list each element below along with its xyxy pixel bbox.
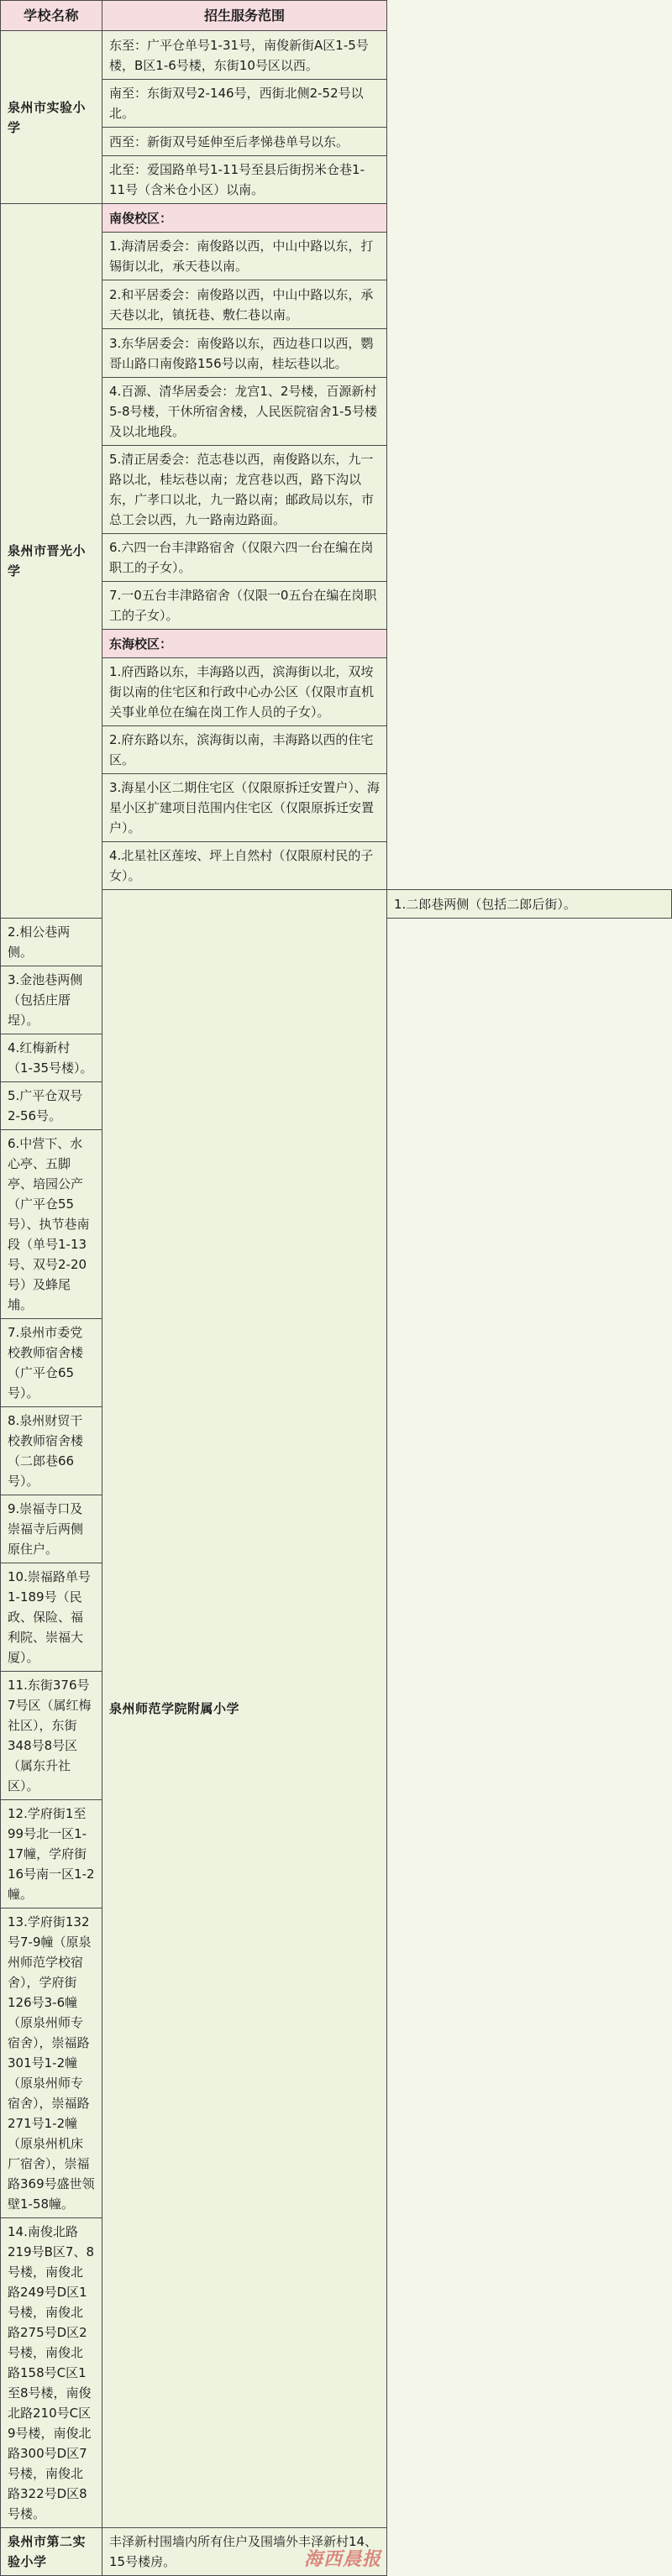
header-school-name: 学校名称 xyxy=(1,1,102,31)
table-row xyxy=(1,31,672,80)
scope-cell xyxy=(102,2528,387,2576)
scope-cell: 6.中营下、水心亭、五脚亭、培园公产（广平仓55号）、执节巷南段（单号1-13号、双号2-20号）及蜂尾埔。 xyxy=(1,1130,102,1319)
scope-cell: 5.广平仓双号2-56号。 xyxy=(1,1082,102,1130)
school-name-cell: 泉州市晋光小学 xyxy=(1,204,102,919)
scope-cell: 西至：新街双号延伸至后孝悌巷单号以东。 xyxy=(102,128,387,156)
scope-cell: 6.六四一台丰津路宿舍（仅限六四一台在编在岗职工的子女）。 xyxy=(102,534,387,582)
watermark-logo: 海西晨报 xyxy=(303,2549,381,2570)
school-name-cell: 泉州市实验小学 xyxy=(1,31,102,204)
scope-cell: 3.金池巷两侧（包括庄厝埕）。 xyxy=(1,966,102,1034)
campus-heading: 南俊校区： xyxy=(102,204,387,233)
scope-cell: 4.红梅新村（1-35号楼）。 xyxy=(1,1034,102,1082)
scope-text: 丰泽新村围墙内所有住户及围墙外丰泽新村14、15号楼房。 xyxy=(109,2534,378,2569)
scope-cell: 南至：东街双号2-146号，西街北侧2-52号以北。 xyxy=(102,80,387,128)
table-row xyxy=(1,204,672,233)
scope-cell: 10.崇福路单号1-189号（民政、保险、福利院、崇福大厦）。 xyxy=(1,1563,102,1672)
school-name-cell: 泉州市第二实验小学 xyxy=(1,2528,102,2576)
scope-cell: 7.泉州市委党校教师宿舍楼（广平仓65号）。 xyxy=(1,1319,102,1407)
scope-cell: 北至：爱国路单号1-11号至县后街拐米仓巷1-11号（含米仓小区）以南。 xyxy=(102,156,387,204)
scope-cell: 2.府东路以东，滨海街以南，丰海路以西的住宅区。 xyxy=(102,726,387,774)
scope-cell: 14.南俊北路219号B区7、8号楼，南俊北路249号D区1号楼，南俊北路275号D区2号楼，南俊北路158号C区1至8号楼，南俊北路210号C区9号楼，南俊北路300号D区7号楼，南俊北路322号D区8号楼。 xyxy=(1,2218,102,2528)
scope-cell: 13.学府街132号7-9幢（原泉州师范学校宿舍），学府街126号3-6幢（原泉州师专宿舍），崇福路301号1-2幢（原泉州师专宿舍），崇福路271号1-2幢（原泉州机床厂宿舍），崇福路369号盛世领壁1-58幢。 xyxy=(1,1908,102,2218)
scope-cell: 11.东街376号7号区（属红梅社区），东街348号8号区（属东升社区）。 xyxy=(1,1672,102,1800)
scope-cell: 3.海星小区二期住宅区（仅限原拆迁安置户）、海星小区扩建项目范围内住宅区（仅限原拆迁安置户）。 xyxy=(102,774,387,842)
school-name-cell: 泉州师范学院附属小学 xyxy=(102,890,387,2528)
scope-cell: 2.和平居委会：南俊路以西，中山中路以东，承天巷以北，镇抚巷、敷仁巷以南。 xyxy=(102,280,387,329)
scope-cell: 9.崇福寺口及崇福寺后两侧原住户。 xyxy=(1,1495,102,1563)
scope-cell: 1.二郎巷两侧（包括二郎后街）。 xyxy=(387,890,672,919)
scope-cell: 1.府西路以东，丰海路以西，滨海街以北，双垵街以南的住宅区和行政中心办公区（仅限市直机关事业单位在编在岗工作人员的子女）。 xyxy=(102,658,387,726)
scope-cell: 1.海清居委会：南俊路以西，中山中路以东，打锡街以北，承天巷以南。 xyxy=(102,233,387,280)
campus-heading: 东海校区： xyxy=(102,630,387,658)
scope-cell: 2.相公巷两侧。 xyxy=(1,919,102,966)
scope-cell: 7.一0五台丰津路宿舍（仅限一0五台在编在岗职工的子女）。 xyxy=(102,582,387,630)
scope-cell: 4.北星社区莲垵、坪上自然村（仅限原村民的子女）。 xyxy=(102,842,387,890)
scope-cell: 8.泉州财贸干校教师宿舍楼（二郎巷66号）。 xyxy=(1,1407,102,1495)
table-row xyxy=(1,2528,672,2576)
scope-cell: 12.学府街1至99号北一区1-17幢，学府街16号南一区1-2幢。 xyxy=(1,1800,102,1908)
scope-cell: 4.百源、清华居委会：龙宫1、2号楼，百源新村5-8号楼，干休所宿舍楼，人民医院宿舍1-5号楼及以北地段。 xyxy=(102,378,387,446)
scope-cell: 5.清正居委会：范志巷以西，南俊路以东，九一路以北，桂坛巷以南；龙宫巷以西，路下沟以东，广孝口以北，九一路以南；邮政局以东，市总工会以西，九一路南边路面。 xyxy=(102,446,387,534)
header-service-scope: 招生服务范围 xyxy=(102,1,387,31)
table-header-row xyxy=(1,1,672,31)
scope-cell: 东至：广平仓单号1-31号，南俊新街A区1-5号楼，B区1-6号楼，东街10号区以西。 xyxy=(102,31,387,80)
scope-cell: 3.东华居委会：南俊路以东，西边巷口以西，鹦哥山路口南俊路156号以南，桂坛巷以北。 xyxy=(102,329,387,378)
